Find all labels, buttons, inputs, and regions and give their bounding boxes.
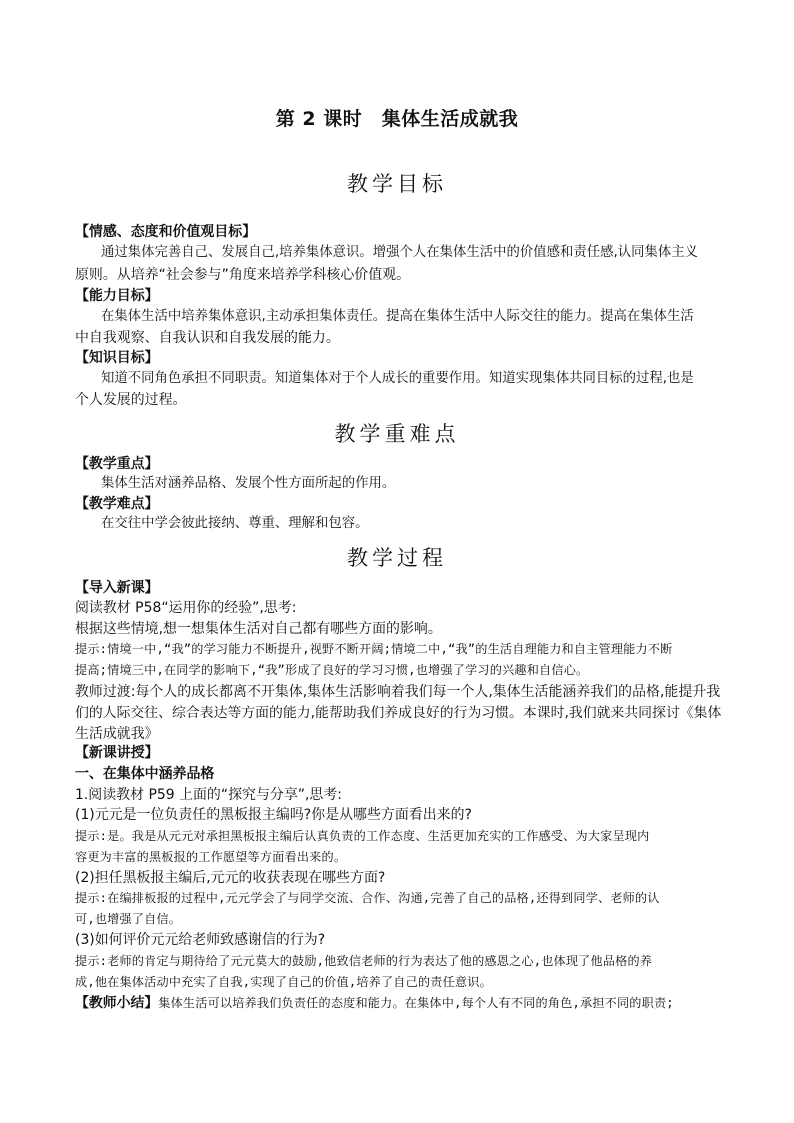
question-3: (3)如何评价元元给老师致感谢信的行为? bbox=[75, 932, 326, 948]
emotion-goal-tag: 【情感、态度和价值观目标】 bbox=[75, 224, 257, 240]
section-heading-process: 教学过程 bbox=[347, 546, 447, 570]
key-point-text: 集体生活对涵养品格、发展个性方面所起的作用。 bbox=[101, 476, 396, 491]
answer-3: 成,他在集体活动中充实了自我,实现了自己的价值,培养了自己的责任意识。 bbox=[75, 975, 492, 989]
new-lesson-tag: 【新课讲授】 bbox=[75, 745, 159, 761]
section-heading-goals: 教学目标 bbox=[347, 172, 447, 196]
emotion-goal-text: 原则。从培养“社会参与”角度来培养学科核心价值观。 bbox=[75, 267, 411, 283]
ability-goal-text: 在集体生活中培养集体意识,主动承担集体责任。提高在集体生活中人际交往的能力。提高在集体生活 bbox=[101, 309, 694, 324]
answer-1: 提示:是。我是从元元对承担黑板报主编后认真负责的工作态度、生活更加充实的工作感受、为大家呈现内 bbox=[75, 829, 650, 843]
teacher-transition: 教师过渡:每个人的成长都离不开集体,集体生活影响着我们每一个人,集体生活能涵养我们的品格,能提升我 bbox=[75, 684, 721, 700]
emotion-goal-text: 通过集体完善自己、发展自己,培养集体意识。增强个人在集体生活中的价值感和责任感,认同集体主义 bbox=[101, 245, 699, 260]
knowledge-goal-text: 个人发展的过程。 bbox=[75, 392, 187, 408]
lesson-title: 第 2 课时 集体生活成就我 bbox=[275, 108, 519, 130]
difficulty-tag: 【教学难点】 bbox=[75, 496, 159, 512]
intro-tag: 【导入新课】 bbox=[75, 580, 159, 596]
teacher-summary bbox=[75, 993, 725, 1013]
key-point-tag: 【教学重点】 bbox=[75, 456, 159, 472]
section-heading-keypoints: 教学重难点 bbox=[334, 422, 460, 446]
intro-hint: 提高;情境三中,在同学的影响下,“我”形成了良好的学习习惯,也增强了学习的兴趣和自信心。 bbox=[75, 663, 589, 677]
answer-3: 提示:老师的肯定与期待给了元元莫大的鼓励,他致信老师的行为表达了他的感恩之心,也体现了他品格的养 bbox=[75, 954, 653, 968]
knowledge-goal-tag: 【知识目标】 bbox=[75, 350, 159, 366]
intro-text: 阅读教材 P58“运用你的经验”,思考: bbox=[75, 600, 297, 616]
question-1: (1)元元是一位负责任的黑板报主编吗?你是从哪些方面看出来的? bbox=[75, 807, 472, 823]
summary-text: 集体生活可以培养我们负责任的态度和能力。在集体中,每个人有不同的角色,承担不同的职责; bbox=[158, 996, 674, 1010]
question-intro: 1.阅读教材 P59 上面的“探究与分享”,思考: bbox=[75, 787, 342, 803]
ability-goal-text: 中自我观察、自我认识和自我发展的能力。 bbox=[75, 330, 340, 346]
part-one-heading: 一、在集体中涵养品格 bbox=[75, 766, 215, 782]
intro-text: 根据这些情境,想一想集体生活对自己都有哪些方面的影响。 bbox=[75, 621, 442, 637]
intro-hint: 提示:情境一中,“我”的学习能力不断提升,视野不断开阔;情境二中,“我”的生活自理能力和自主管理能力不断 bbox=[75, 642, 673, 656]
teacher-transition: 生活成就我》 bbox=[75, 726, 159, 742]
knowledge-goal-text: 知道不同角色承担不同职责。知道集体对于个人成长的重要作用。知道实现集体共同目标的过程,也是 bbox=[101, 371, 694, 386]
summary-tag: 【教师小结】 bbox=[75, 995, 159, 1011]
answer-2: 提示:在编排板报的过程中,元元学会了与同学交流、合作、沟通,完善了自己的品格,还得到同学、老师的认 bbox=[75, 891, 660, 905]
question-2: (2)担任黑板报主编后,元元的收获表现在哪些方面? bbox=[75, 870, 386, 886]
answer-2: 可,也增强了自信。 bbox=[75, 912, 182, 926]
difficulty-text: 在交往中学会彼此接纳、尊重、理解和包容。 bbox=[101, 516, 369, 531]
teacher-transition: 们的人际交往、综合表达等方面的能力,能帮助我们养成良好的行为习惯。本课时,我们就来共同探讨《集体 bbox=[75, 705, 722, 721]
answer-1: 容更为丰富的黑板报的工作愿望等方面看出来的。 bbox=[75, 850, 347, 864]
ability-goal-tag: 【能力目标】 bbox=[75, 288, 159, 304]
